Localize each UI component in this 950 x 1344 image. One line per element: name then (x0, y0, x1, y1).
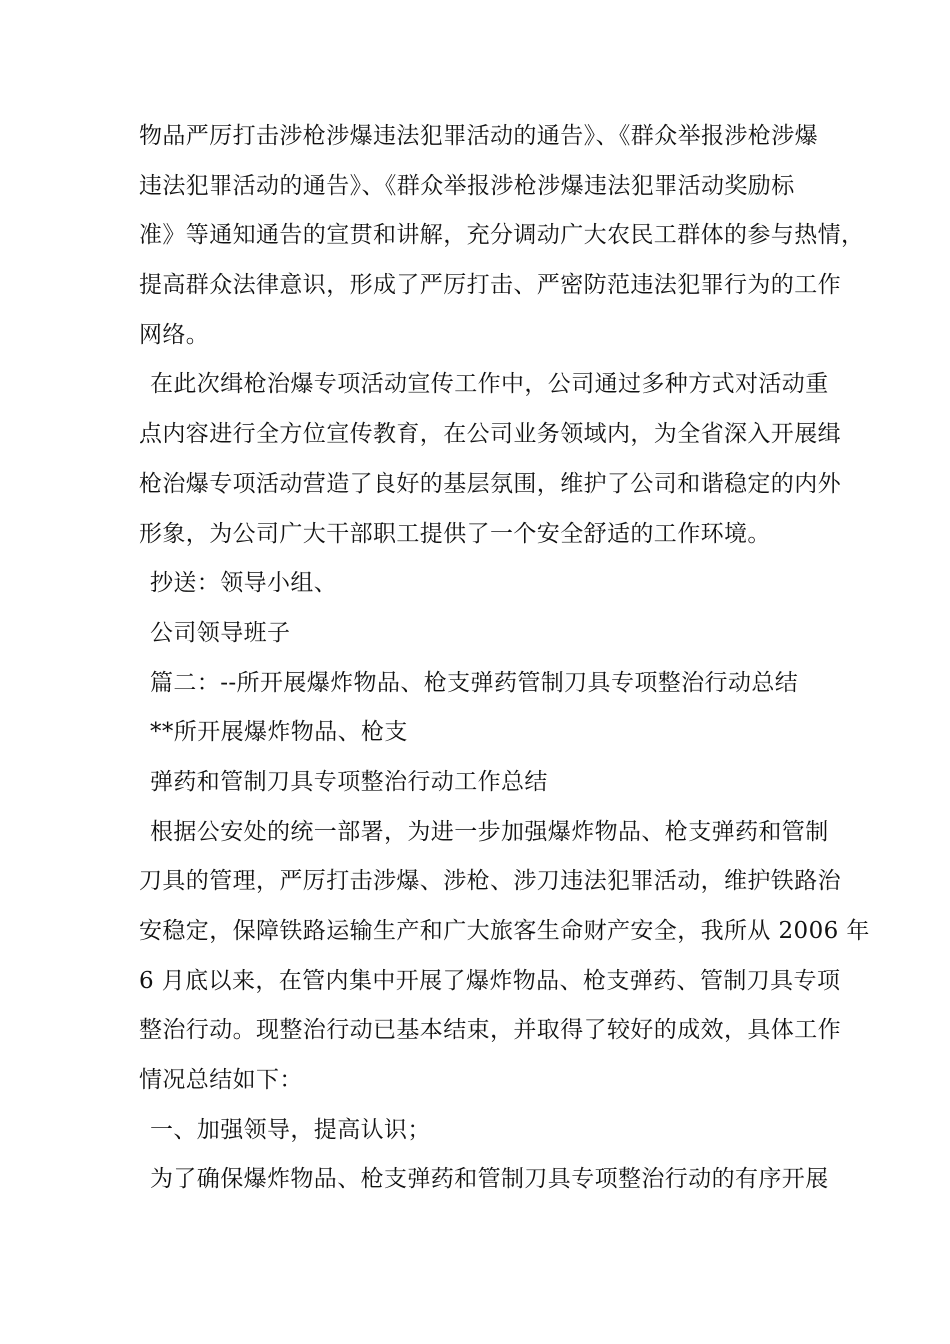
text-line: 为了确保爆炸物品、枪支弹药和管制刀具专项整治行动的有序开展 (150, 1166, 829, 1193)
text-line: 刀具的管理，严厉打击涉爆、涉枪、涉刀违法犯罪活动，维护铁路治 (139, 868, 841, 895)
text-line: 情况总结如下： (139, 1067, 303, 1094)
text-line: 6 月底以来，在管内集中开展了爆炸物品、枪支弹药、管制刀具专项 (139, 967, 841, 994)
text-line: 物品严厉打击涉枪涉爆违法犯罪活动的通告》、《群众举报涉枪涉爆 (139, 123, 818, 149)
text-line: 网络。 (139, 321, 210, 348)
document-page (139, 112, 870, 1205)
text-line: 抄送：领导小组、 (150, 570, 338, 597)
text-line: 枪治爆专项活动营造了良好的基层氛围，维护了公司和谐稳定的内外 (139, 470, 841, 497)
text-line: 弹药和管制刀具专项整治行动工作总结 (150, 768, 548, 795)
text-line: 准》等通知通告的宣贯和讲解，充分调动广大农民工群体的参与热情， (139, 222, 865, 249)
text-line: 安稳定，保障铁路运输生产和广大旅客生命财产安全，我所从 2006 年 (139, 918, 870, 944)
text-line: 点内容进行全方位宣传教育，在公司业务领域内，为全省深入开展缉 (139, 421, 841, 448)
text-line: 公司领导班子 (150, 619, 291, 646)
text-line: 形象，为公司广大干部职工提供了一个安全舒适的工作环境。 (139, 520, 771, 547)
text-line: 在此次缉枪治爆专项活动宣传工作中，公司通过多种方式对活动重 (150, 371, 829, 398)
text-line: 一、加强领导，提高认识； (150, 1116, 431, 1143)
text-line: 整治行动。现整治行动已基本结束，并取得了较好的成效，具体工作 (139, 1017, 841, 1044)
text-line: 违法犯罪活动的通告》、《群众举报涉枪涉爆违法犯罪活动奖励标 (139, 172, 795, 199)
text-line: 根据公安处的统一部署，为进一步加强爆炸物品、枪支弹药和管制 (150, 818, 829, 845)
text-line: 提高群众法律意识，形成了严厉打击、严密防范违法犯罪行为的工作 (139, 272, 841, 299)
text-line: **所开展爆炸物品、枪支 (150, 719, 408, 746)
text-line: 篇二：--所开展爆炸物品、枪支弹药管制刀具专项整治行动总结 (150, 669, 799, 696)
